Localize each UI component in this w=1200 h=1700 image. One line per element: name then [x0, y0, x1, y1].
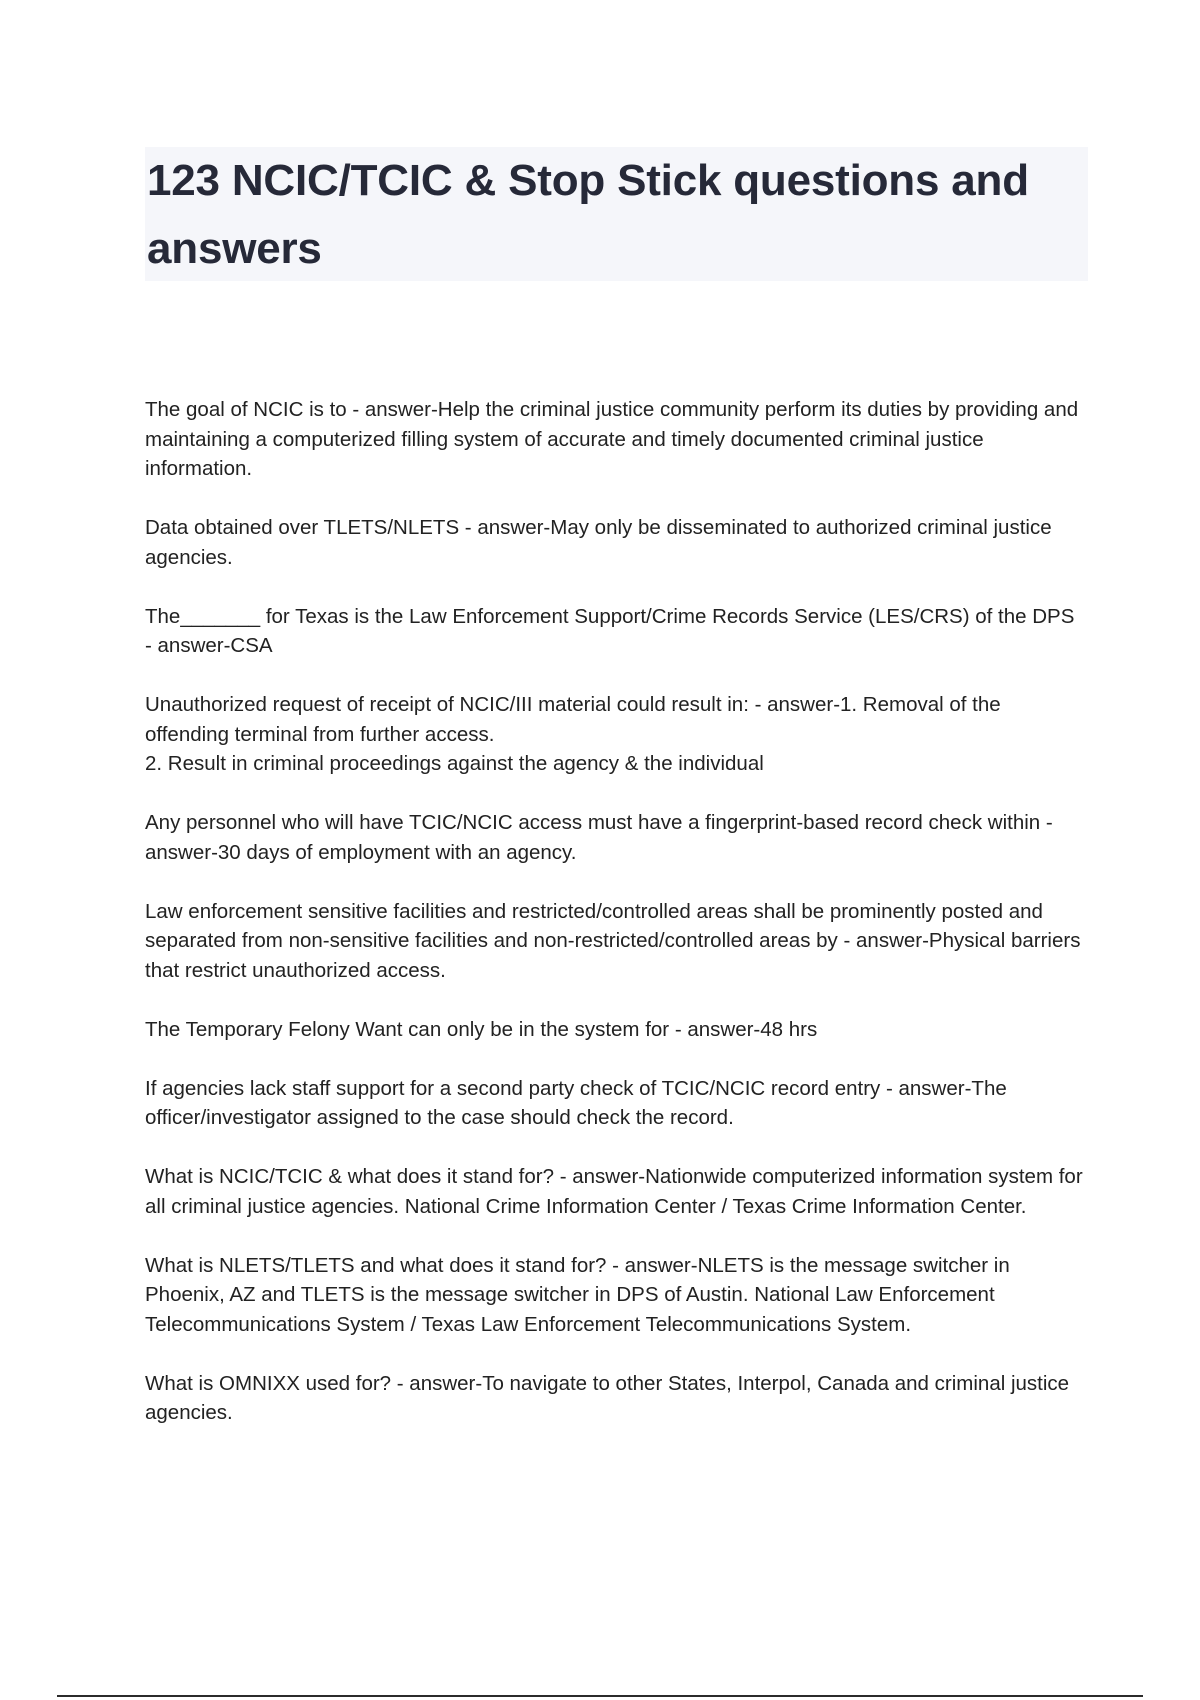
- qa-item-6: Law enforcement sensitive facilities and restricted/controlled areas shall be prominently posted and separated from non-sensitive facilities and non-restricted/controlled areas by - answer-Physical barriers that restrict unauthorized access.: [145, 899, 1081, 982]
- qa-item-2: Data obtained over TLETS/NLETS - answer-May only be disseminated to authorized criminal justice agencies.: [145, 516, 1052, 569]
- qa-item-10: What is NLETS/TLETS and what does it stand for? - answer-NLETS is the message switcher in Phoenix, AZ and TLETS is the message switcher in DPS of Austin. National Law Enforcement Telecommunications System / Texas Law Enforcement Telecommunications System.: [145, 1253, 1010, 1336]
- qa-item-5: Any personnel who will have TCIC/NCIC access must have a fingerprint-based record check within - answer-30 days of employment with an agency.: [145, 811, 1053, 864]
- qa-list: [145, 395, 1085, 1457]
- qa-item-8: If agencies lack staff support for a second party check of TCIC/NCIC record entry - answer-The officer/investigator assigned to the case should check the record.: [145, 1076, 1007, 1129]
- page-title: 123 NCIC/TCIC & Stop Stick questions and answers: [147, 156, 1029, 273]
- title-banner: [145, 147, 1088, 281]
- qa-item-11: What is OMNIXX used for? - answer-To navigate to other States, Interpol, Canada and criminal justice agencies.: [145, 1371, 1070, 1424]
- qa-item-7: The Temporary Felony Want can only be in the system for - answer-48 hrs: [145, 1017, 818, 1041]
- qa-item-1: The goal of NCIC is to - answer-Help the criminal justice community perform its duties by providing and maintaining a computerized filling system of accurate and timely documented criminal justice information.: [145, 398, 1079, 480]
- qa-item-3: The_______ for Texas is the Law Enforcement Support/Crime Records Service (LES/CRS) of the DPS - answer-CSA: [145, 604, 1075, 657]
- footer-divider: [57, 1695, 1143, 1697]
- qa-item-4: Unauthorized request of receipt of NCIC/III material could result in: - answer-1. Removal of the offending terminal from further access. 2. Result in criminal proceedings against the agency & the individual: [145, 693, 1001, 775]
- qa-item-9: What is NCIC/TCIC & what does it stand for? - answer-Nationwide computerized information system for all criminal justice agencies. National Crime Information Center / Texas Crime Information Center.: [145, 1165, 1083, 1218]
